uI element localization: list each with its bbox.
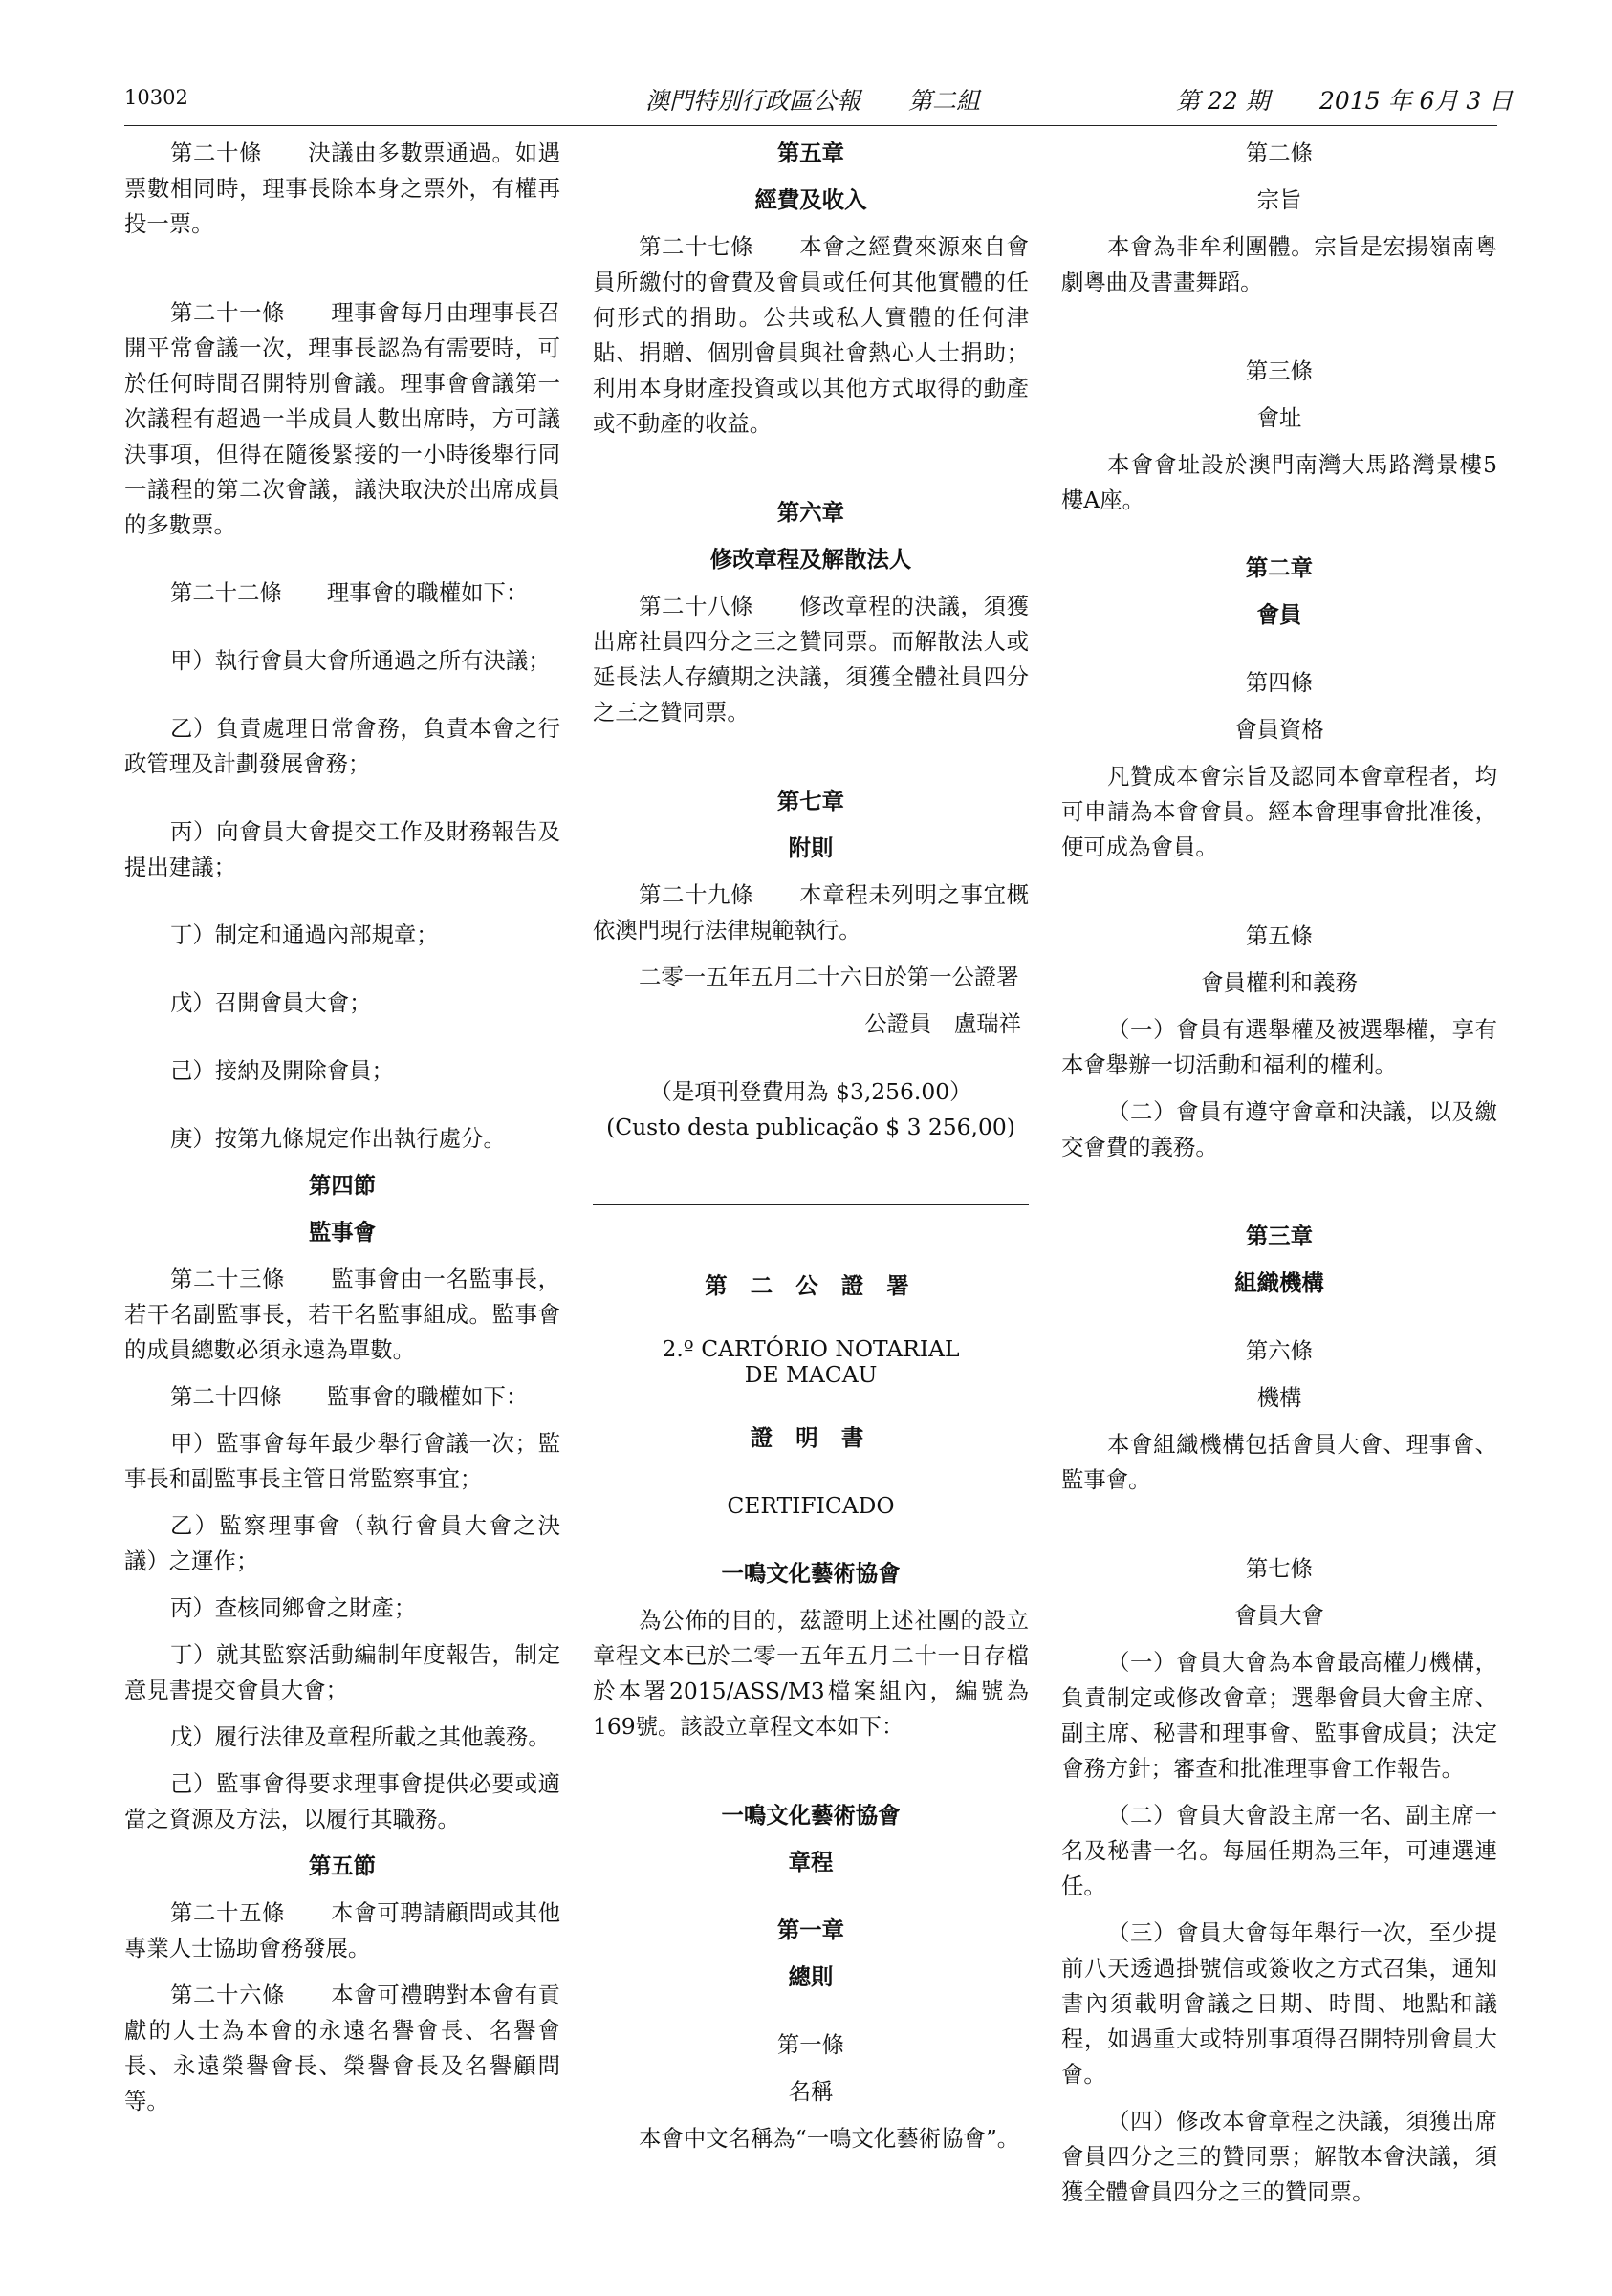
column-middle xyxy=(593,136,1029,2156)
article-7-item-1: （一）會員大會為本會最高權力機構，負責制定或修改會章；選舉會員大會主席、副主席、秘書和理事會、監事會成員；決定會務方針；審查和批准理事會工作報告。 xyxy=(1061,1649,1497,1782)
article-3-number: 第三條 xyxy=(1245,357,1314,384)
article-23: 第二十三條 監事會由一名監事長，若干名副監事長，若干名監事組成。監事會的成員總數必須永遠為單數。 xyxy=(124,1266,560,1363)
article-22-item-d: 丁）制定和通過內部規章； xyxy=(170,921,439,948)
article-22-item-e: 戊）召開會員大會； xyxy=(170,989,372,1016)
chapter-3-number: 第三章 xyxy=(1245,1223,1314,1249)
article-5-item-2: （二）會員有遵守會章和決議，以及繳交會費的義務。 xyxy=(1061,1098,1497,1160)
column-right xyxy=(1061,136,1497,2210)
certificate-title-chinese: 證 明 書 xyxy=(750,1424,872,1451)
article-22-item-g: 庚）按第九條規定作出執行處分。 xyxy=(170,1125,506,1152)
chapter-3-title: 組織機構 xyxy=(1234,1269,1324,1296)
certificate-title-portuguese: CERTIFICADO xyxy=(727,1492,895,1519)
section-4-number: 第四節 xyxy=(308,1172,377,1199)
section-5-number: 第五節 xyxy=(308,1852,377,1879)
chapter-6-number: 第六章 xyxy=(776,499,845,526)
issue-number: 第 22 期 xyxy=(1176,87,1270,115)
article-6-number: 第六條 xyxy=(1245,1337,1314,1364)
article-22: 第二十二條 理事會的職權如下： xyxy=(170,579,529,606)
chapter-1-title: 總則 xyxy=(788,1963,834,1990)
article-3-title: 會址 xyxy=(1256,404,1302,431)
chapter-1-number: 第一章 xyxy=(776,1917,845,1943)
chapter-6-title: 修改章程及解散法人 xyxy=(709,546,912,573)
article-4-title: 會員資格 xyxy=(1234,716,1324,743)
article-5-title: 會員權利和義務 xyxy=(1201,969,1358,996)
chapter-2-number: 第二章 xyxy=(1245,554,1314,581)
article-24-item-a: 甲）監事會每年最少舉行會議一次；監事長和副監事長主管日常監察事宜； xyxy=(124,1430,560,1492)
article-1-title: 名稱 xyxy=(788,2078,834,2105)
article-4-number: 第四條 xyxy=(1245,669,1314,696)
header-rule xyxy=(124,125,1497,126)
chapter-7-title: 附則 xyxy=(788,834,834,861)
article-1-number: 第一條 xyxy=(776,2031,845,2058)
chapter-7-number: 第七章 xyxy=(776,788,845,814)
article-3-text: 本會會址設於澳門南灣大馬路灣景樓5樓A座。 xyxy=(1061,451,1497,513)
article-24-item-f: 己）監事會得要求理事會提供必要或適當之資源及方法，以履行其職務。 xyxy=(124,1770,560,1832)
gazette-title: 澳門特別行政區公報 第二組 xyxy=(645,87,981,115)
article-20: 第二十條 決議由多數票通過。如遇票數相同時，理事長除本身之票外，有權再投一票。 xyxy=(124,140,560,237)
notary-signature: 公證員 盧瑞祥 xyxy=(864,1010,1021,1037)
signing-note: 二零一五年五月二十六日於第一公證署 xyxy=(639,964,1019,990)
notary-office-chinese: 第 二 公 證 署 xyxy=(705,1272,917,1299)
article-24-item-c: 丙）查核同鄉會之財產； xyxy=(170,1594,417,1621)
chapter-2-title: 會員 xyxy=(1256,601,1302,628)
article-6-title: 機構 xyxy=(1256,1384,1302,1411)
article-7-item-4: （四）修改本會章程之決議，須獲出席會員四分之三的贊同票；解散本會決議，須獲全體會員四分之三的贊同票。 xyxy=(1061,2108,1497,2205)
article-25: 第二十五條 本會可聘請顧問或其他專業人士協助會務發展。 xyxy=(124,1899,560,1961)
association-name: 一鳴文化藝術協會 xyxy=(721,1560,901,1587)
notary-office-portuguese-line-1: 2.º CARTÓRIO NOTARIAL xyxy=(662,1335,960,1362)
chapter-5-title: 經費及收入 xyxy=(754,186,867,213)
statute-title: 章程 xyxy=(788,1849,834,1875)
issue-date: 2015 年 6月 3 日 xyxy=(1319,87,1514,115)
article-2-text: 本會為非牟利團體。宗旨是宏揚嶺南粵劇粵曲及書畫舞蹈。 xyxy=(1061,233,1497,295)
article-22-item-f: 己）接納及開除會員； xyxy=(170,1057,394,1084)
article-1-text: 本會中文名稱為“一鳴文化藝術協會”。 xyxy=(639,2125,1020,2152)
article-22-item-b: 乙）負責處理日常會務，負責本會之行政管理及計劃發展會務； xyxy=(124,715,560,777)
article-28: 第二十八條 修改章程的決議，須獲出席社員四分之三之贊同票。而解散法人或延長法人存續期之決議，須獲全體社員四分之三之贊同票。 xyxy=(593,593,1029,726)
article-4-text: 凡贊成本會宗旨及認同本會章程者，均可申請為本會會員。經本會理事會批准後，便可成為會員。 xyxy=(1061,763,1497,860)
article-6-text: 本會組織機構包括會員大會、理事會、監事會。 xyxy=(1061,1431,1497,1493)
article-24: 第二十四條 監事會的職權如下： xyxy=(170,1383,529,1410)
certificate-text: 為公佈的目的，茲證明上述社團的設立章程文本已於二零一五年五月二十一日存檔於本署2015/ASS/M3檔案組內，編號為169號。該設立章程文本如下： xyxy=(593,1607,1029,1740)
column-left xyxy=(124,136,560,2119)
article-5-item-1: （一）會員有選舉權及被選舉權，享有本會舉辦一切活動和福利的權利。 xyxy=(1061,1016,1497,1078)
page-header xyxy=(124,82,1514,120)
article-7-title: 會員大會 xyxy=(1234,1602,1324,1629)
article-5-number: 第五條 xyxy=(1245,922,1314,949)
article-2-number: 第二條 xyxy=(1245,140,1314,166)
article-22-item-c: 丙）向會員大會提交工作及財務報告及提出建議； xyxy=(124,818,560,880)
chapter-5-number: 第五章 xyxy=(776,140,845,166)
article-26: 第二十六條 本會可禮聘對本會有貢獻的人士為本會的永遠名譽會長、名譽會長、永遠榮譽會長、榮譽會長及名譽顧問等。 xyxy=(124,1982,560,2114)
section-4-title: 監事會 xyxy=(308,1219,377,1245)
article-24-item-e: 戊）履行法律及章程所載之其他義務。 xyxy=(170,1723,551,1750)
article-24-item-b: 乙）監察理事會（執行會員大會之決議）之運作； xyxy=(124,1512,560,1574)
statute-association-name: 一鳴文化藝術協會 xyxy=(721,1802,901,1829)
cost-note-chinese: （是項刊登費用為 $3,256.00） xyxy=(649,1078,972,1105)
article-7-item-3: （三）會員大會每年舉行一次，至少提前八天透過掛號信或簽收之方式召集，通知書內須載明會議之日期、時間、地點和議程，如遇重大或特別事項得召開特別會員大會。 xyxy=(1061,1919,1497,2088)
article-22-item-a: 甲）執行會員大會所通過之所有決議； xyxy=(170,647,551,674)
notary-office-portuguese-line-2: DE MACAU xyxy=(744,1361,878,1388)
article-27: 第二十七條 本會之經費來源來自會員所繳付的會費及會員或任何其他實體的任何形式的捐助。公共或私人實體的任何津貼、捐贈、個別會員與社會熱心人士捐助；利用本身財產投資或以其他方式取得的動產或不動產的收益。 xyxy=(593,233,1029,437)
article-7-item-2: （二）會員大會設主席一名、副主席一名及秘書一名。每屆任期為三年，可連選連任。 xyxy=(1061,1802,1497,1899)
cost-note-portuguese: (Custo desta publicação $ 3 256,00) xyxy=(606,1114,1015,1140)
article-2-title: 宗旨 xyxy=(1256,186,1302,213)
article-7-number: 第七條 xyxy=(1245,1555,1314,1582)
article-29: 第二十九條 本章程未列明之事宜概依澳門現行法律規範執行。 xyxy=(593,881,1029,943)
article-24-item-d: 丁）就其監察活動編制年度報告，制定意見書提交會員大會； xyxy=(124,1641,560,1703)
page-number: 10302 xyxy=(124,86,188,109)
article-21: 第二十一條 理事會每月由理事長召開平常會議一次，理事長認為有需要時，可於任何時間召開特別會議。理事會會議第一次議程有超過一半成員人數出席時，方可議決事項，但得在隨後緊接的一小時後舉行同一議程的第二次會議，議決取決於出席成員的多數票。 xyxy=(124,299,560,538)
